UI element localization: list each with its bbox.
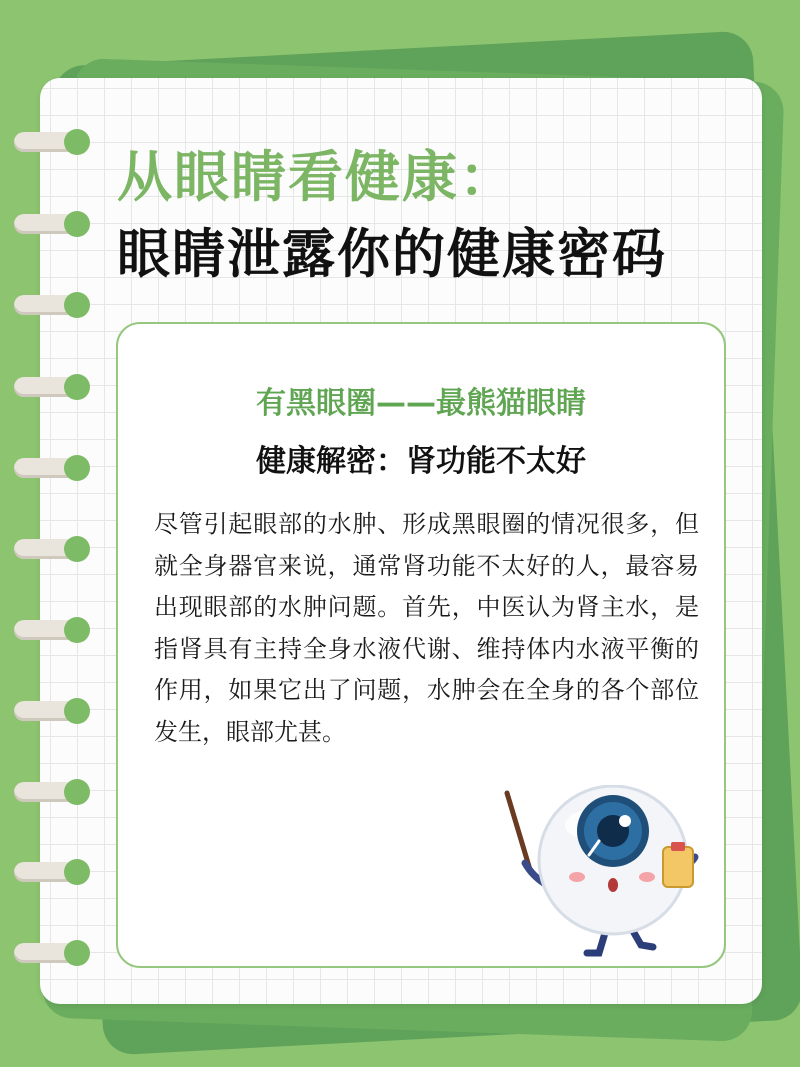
card-body-text: 尽管引起眼部的水肿、形成黑眼圈的情况很多，但就全身器官来说，通常肾功能不太好的人，最容易出现眼部的水肿问题。首先，中医认为肾主水，是指肾具有主持全身水液代谢、维持体内水液平衡的作用，如果它出了问题，水肿会在全身的各个部位发生，眼部尤甚。 — [154, 510, 699, 746]
card-subheading: 健康解密：肾功能不太好 — [256, 444, 586, 479]
binder-ring-icon — [14, 618, 84, 642]
binder-ring-icon — [14, 456, 84, 480]
binder-ring-icon — [14, 780, 84, 804]
card-heading: 有黑眼圈——最熊猫眼睛 — [256, 386, 586, 421]
binder-ring-icon — [14, 375, 84, 399]
binder-ring-icon — [14, 293, 84, 317]
page-subtitle: 眼睛泄露你的健康密码 — [117, 224, 667, 285]
binder-ring-icon — [14, 941, 84, 965]
binder-ring-icon — [14, 860, 84, 884]
binder-ring-icon — [14, 130, 84, 154]
eyeball-teacher-mascot-icon — [495, 785, 715, 965]
binder-ring-icon — [14, 212, 84, 236]
binder-ring-icon — [14, 699, 84, 723]
page-title: 从眼睛看健康： — [117, 145, 517, 209]
binder-ring-icon — [14, 537, 84, 561]
clipboard — [663, 847, 693, 887]
